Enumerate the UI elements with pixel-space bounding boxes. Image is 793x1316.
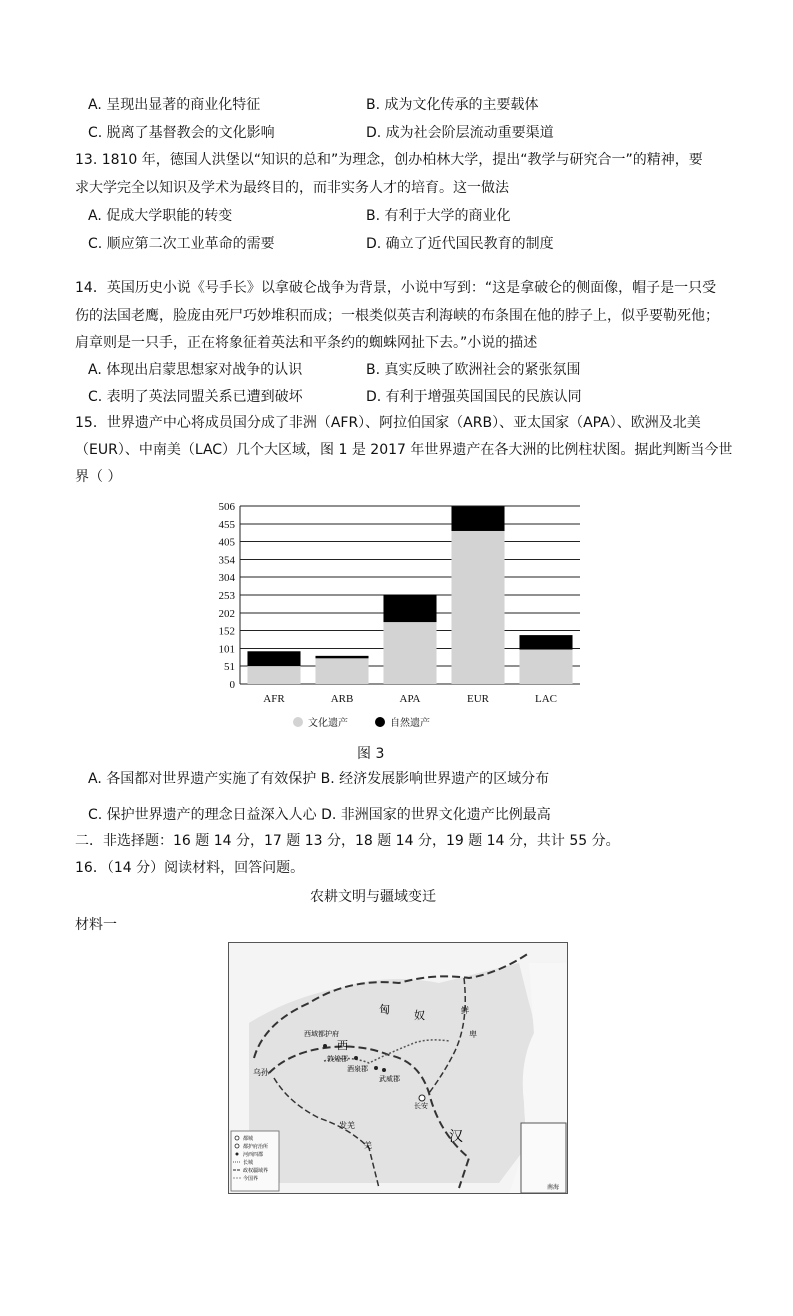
- q13-stem-line1: 13. 1810 年，德国人洪堡以“知识的总和”为理念，创办柏林大学，提出“教学与研究合一”的精神，要: [75, 152, 703, 168]
- map-label-nu: 奴: [414, 1009, 425, 1022]
- q16-intro: 16．（14 分）阅读材料，回答问题。: [75, 860, 305, 876]
- q15-stem-line3: 界（ ）: [75, 469, 122, 485]
- section-two-heading: 二．非选择题：16 题 14 分，17 题 13 分，18 题 14 分，19 题 14 分，共计 55 分。: [75, 833, 620, 849]
- bar-LAC-文化遗产: [519, 650, 572, 684]
- q15-options-ab: A. 各国都对世界遗产实施了有效保护 B. 经济发展影响世界遗产的区域分布: [88, 771, 550, 787]
- q14-option-c: C. 表明了英法同盟关系已遭到破坏: [88, 389, 303, 405]
- bar-APA-文化遗产: [383, 622, 436, 684]
- y-tick-label: 101: [218, 643, 235, 656]
- y-tick-label: 253: [218, 590, 235, 602]
- map-label-faqiang: 发羌: [339, 1121, 355, 1130]
- q15-options-cd: C. 保护世界遗产的理念日益深入人心 D. 非洲国家的世界文化遗产比例最高: [88, 807, 551, 823]
- q16-title: 农耕文明与疆域变迁: [310, 889, 436, 905]
- map-label-south-sea: 南海: [547, 1184, 560, 1191]
- legend-protectorate: 都护府治所: [243, 1144, 269, 1150]
- bar-EUR-文化遗产: [451, 531, 504, 684]
- heritage-bar-chart: [200, 492, 600, 742]
- y-tick-label: 304: [218, 572, 235, 585]
- bar-LAC-自然遗产: [519, 635, 572, 649]
- bar-AFR-自然遗产: [247, 651, 300, 666]
- y-tick-label: 354: [218, 554, 235, 567]
- han-dynasty-map: [228, 942, 568, 1194]
- bar-ARB-自然遗产: [315, 656, 368, 658]
- q13-stem-line2: 求大学完全以知识及学术为最终目的，而非实务人才的培育。这一做法: [75, 180, 509, 196]
- legend-label: 自然遗产: [390, 718, 430, 729]
- y-tick-label: 152: [218, 625, 235, 638]
- x-tick-label: LAC: [535, 693, 557, 705]
- map-label-bei: 卑: [469, 1030, 477, 1039]
- map-label-wuwei: 武威郡: [379, 1075, 400, 1083]
- legend-marker: [293, 717, 303, 727]
- x-tick-label: EUR: [467, 693, 489, 705]
- q12-option-b: B. 成为文化传承的主要载体: [366, 97, 539, 113]
- x-tick-label: ARB: [330, 693, 354, 705]
- y-tick-label: 202: [218, 607, 235, 620]
- legend-modern: 今国界: [243, 1176, 259, 1182]
- map-label-jiuquan: 酒泉郡: [347, 1065, 368, 1073]
- x-tick-label: APA: [399, 693, 421, 705]
- material-one-label: 材料一: [75, 917, 117, 933]
- q12-option-d: D. 成为社会阶层流动重要渠道: [366, 125, 554, 141]
- y-tick-label: 0: [229, 679, 235, 691]
- q14-stem-line1: 14．英国历史小说《号手长》以拿破仑战争为背景，小说中写到：“这是拿破仑的侧面像，帽子是一只受: [75, 280, 717, 296]
- q15-stem-line2: （EUR）、中南美（LAC）几个大区域，图 1 是 2017 年世界遗产在各大洲的比例柱状图。据此判断当今世: [75, 442, 733, 458]
- map-label-xian: 鲜: [461, 1006, 469, 1015]
- q14-stem-line2: 伤的法国老鹰，脸庞由死尸巧妙堆积而成；一根类似英吉利海峡的布条围在他的脖子上，似乎要勒死他；: [75, 308, 719, 324]
- q14-option-d: D. 有利于增强英国国民的民族认同: [366, 389, 582, 405]
- map-label-wusun: 乌孙: [253, 1068, 269, 1077]
- x-tick-label: AFR: [263, 693, 285, 705]
- bar-EUR-自然遗产: [451, 506, 504, 531]
- q12-option-c: C. 脱离了基督教会的文化影响: [88, 125, 275, 141]
- q15-stem-line1: 15．世界遗产中心将成员国分成了非洲（AFR）、阿拉伯国家（ARB）、亚太国家（APA）、欧洲及北美: [75, 415, 701, 431]
- legend-label: 文化遗产: [308, 718, 348, 729]
- legend-capital: 都城: [243, 1136, 254, 1142]
- legend-border: 政权疆域界: [243, 1168, 269, 1174]
- legend-hexi: 河西四郡: [243, 1152, 264, 1158]
- q13-option-d: D. 确立了近代国民教育的制度: [366, 236, 554, 252]
- q14-option-b: B. 真实反映了欧洲社会的紧张氛围: [366, 362, 581, 378]
- map-label-xiong: 匈: [379, 1003, 390, 1016]
- y-tick-label: 405: [218, 536, 235, 549]
- q12-option-a: A. 呈现出显著的商业化特征: [88, 97, 261, 113]
- q13-option-c: C. 顺应第二次工业革命的需要: [88, 236, 275, 252]
- map-label-dunhuang: 敦煌郡: [327, 1055, 348, 1063]
- q13-option-b: B. 有利于大学的商业化: [366, 208, 511, 224]
- bar-AFR-文化遗产: [247, 666, 300, 684]
- y-tick-label: 455: [218, 518, 235, 531]
- map-label-changan: 长安: [414, 1102, 428, 1110]
- map-label-han: 汉: [449, 1129, 463, 1145]
- q14-stem-line3: 肩章则是一只手，正在将象征着英法和平条约的蜘蛛网扯下去。”小说的描述: [75, 335, 538, 351]
- q13-option-a: A. 促成大学职能的转变: [88, 208, 233, 224]
- map-label-protectorate: 西域都护府: [304, 1030, 339, 1038]
- map-label-xi: 西: [337, 1039, 348, 1052]
- bar-ARB-文化遗产: [315, 658, 368, 684]
- legend-wall: 长城: [243, 1160, 254, 1166]
- y-tick-label: 506: [218, 501, 235, 513]
- q14-option-a: A. 体现出启蒙思想家对战争的认识: [88, 362, 303, 378]
- map-label-qiang: 羌: [364, 1141, 372, 1150]
- legend-marker: [375, 717, 385, 727]
- figure-caption: 图 3: [357, 746, 385, 762]
- y-tick-label: 51: [224, 661, 235, 674]
- bar-APA-自然遗产: [383, 595, 436, 622]
